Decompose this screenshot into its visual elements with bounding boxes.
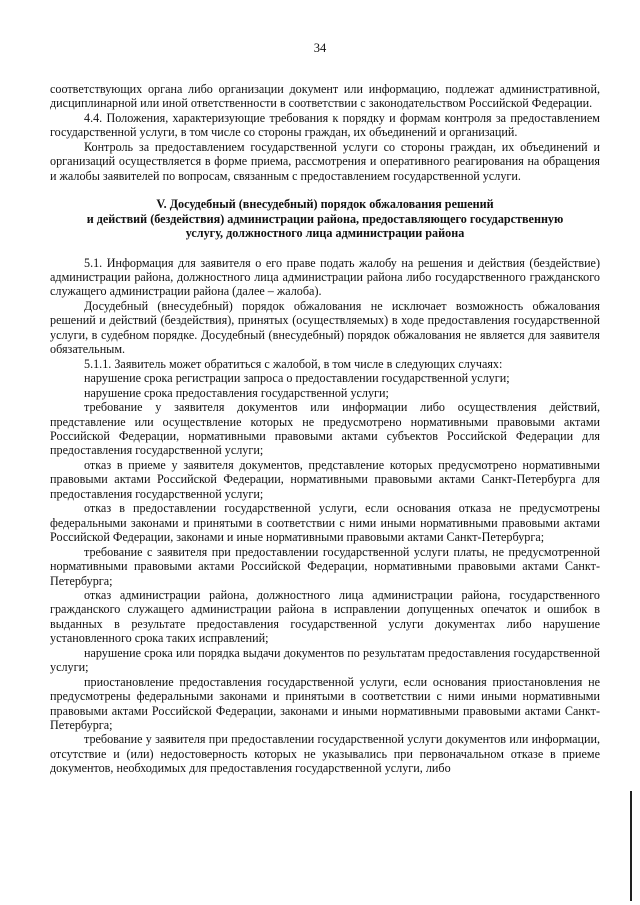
list-item: приостановление предоставления государственной услуги, если основания приостановления не предусмотрены федеральными законами и принятыми в соответствии с ними иными нормативными правовыми актами Российской Федерации, законами и иными нормативными правовыми актами Санкт-Петербурга;	[50, 674, 600, 733]
paragraph-continuation: соответствующих органа либо организации документ или информацию, подлежат административной, дисциплинарной или иной ответственности в соответствии с законодательством Российской Федерации.	[50, 82, 600, 111]
section-heading-line: услугу, должностного лица администрации района	[185, 226, 465, 241]
paragraph-control: Контроль за предоставлением государственной услуги со стороны граждан, их объединений и организаций осуществляется в форме приема, рассмотрения и оперативного реагирования на обращения и жалобы заявителей по вопросам, связанным с предоставлением государственной услуги.	[50, 139, 600, 183]
paragraph-5-1: 5.1. Информация для заявителя о его праве подать жалобу на решения и действия (бездействие) администрации района, должностного лица администрации района либо государственного гражданского служащего администрации района (далее – жалоба).	[50, 255, 600, 299]
list-item: нарушение срока предоставления государственной услуги;	[84, 385, 389, 400]
scan-edge-mark	[630, 791, 632, 901]
list-item: отказ администрации района, должностного лица администрации района, государственного гражданского служащего администрации района в исправлении допущенных опечаток и ошибок в выданных в результате предоставления государственной услуги документах либо нарушение установленного срока таких исправлений;	[50, 587, 600, 646]
document-body	[50, 82, 600, 776]
page-number: 34	[313, 41, 327, 55]
list-item: отказ в приеме у заявителя документов, представление которых предусмотрено нормативными правовыми актами Российской Федерации, нормативными правовыми актами Санкт-Петербурга для предоставления государственной услуги;	[50, 457, 600, 501]
list-item: требование с заявителя при предоставлении государственной услуги платы, не предусмотренной нормативными правовыми актами Российской Федерации, нормативными правовыми актами Санкт-Петербурга;	[50, 544, 600, 588]
list-item: отказ в предоставлении государственной услуги, если основания отказа не предусмотрены федеральными законами и принятыми в соответствии с ними иными нормативными правовыми актами Российской Федерации, законами и иные нормативными правовыми актами Санкт-Петербурга;	[50, 501, 600, 545]
paragraph-pretrial: Досудебный (внесудебный) порядок обжалования не исключает возможность обжалования решений и действий (бездействия), принятых (осуществляемых) в ходе предоставления государственной услуги, в судебном порядке. Досудебный (внесудебный) порядок обжалования не является для заявителя обязательным.	[50, 298, 600, 357]
section-heading	[50, 197, 600, 240]
section-heading-line: V. Досудебный (внесудебный) порядок обжалования решений	[156, 197, 494, 212]
list-item: требование у заявителя при предоставлении государственной услуги документов или информации, отсутствие и (или) недостоверность которых не указывались при первоначальном отказе в приеме документов, необходимых для предоставления государственной услуги, либо	[50, 732, 600, 776]
paragraph-5-1-1: 5.1.1. Заявитель может обратиться с жалобой, в том числе в следующих случаях:	[84, 356, 503, 371]
section-heading-line: и действий (бездействия) администрации района, предоставляющего государственную	[86, 211, 564, 226]
list-item: требование у заявителя документов или информации либо осуществления действий, представление или осуществление которых не предусмотрено нормативными правовыми актами Российской Федерации, нормативными правовыми актами субъектов Российской Федерации для предоставления государственной услуги;	[50, 400, 600, 458]
list-item: нарушение срока регистрации запроса о предоставлении государственной услуги;	[84, 371, 510, 386]
paragraph-4-4: 4.4. Положения, характеризующие требования к порядку и формам контроля за предоставлением государственной услуги, в том числе со стороны граждан, их объединений и организаций.	[50, 110, 600, 140]
list-item: нарушение срока или порядка выдачи документов по результатам предоставления государственной услуги;	[50, 645, 600, 675]
